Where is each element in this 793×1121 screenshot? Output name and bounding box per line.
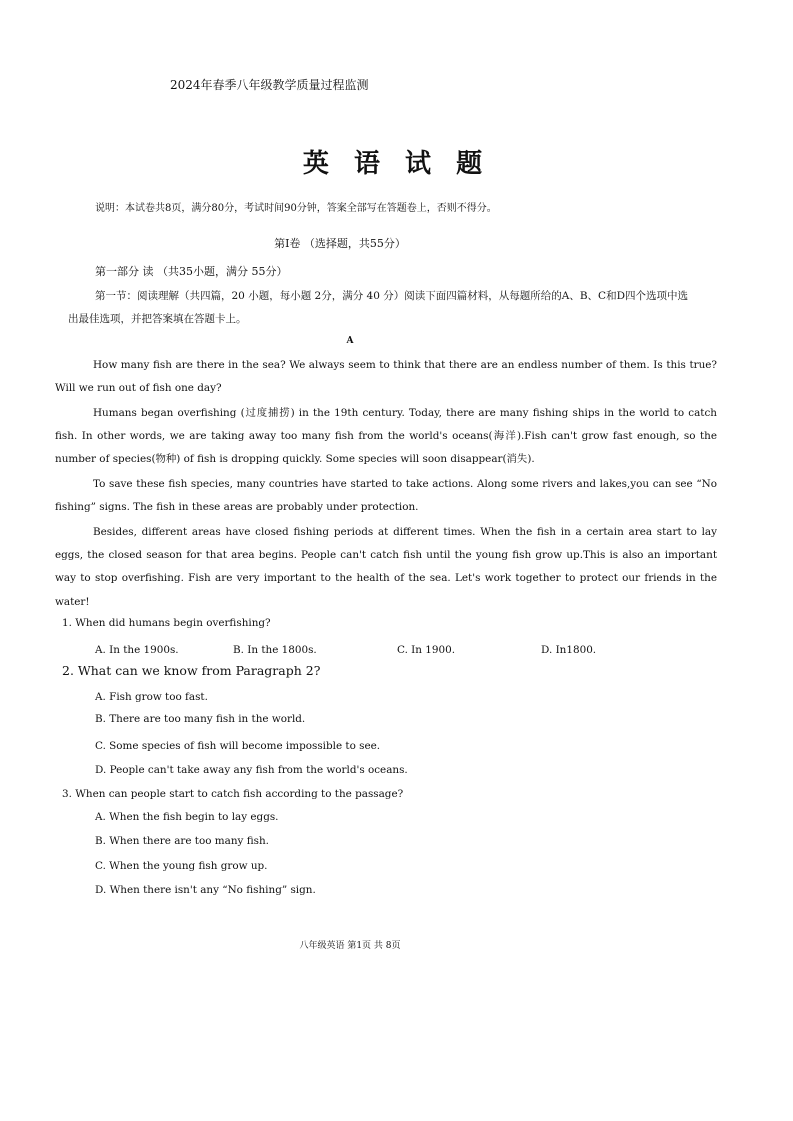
- question-1-option-d: D. In1800.: [541, 644, 597, 656]
- question-2-option-d: D. People can't take away any fish from the world's oceans.: [95, 764, 408, 776]
- question-2-option-b: B. There are too many fish in the world.: [95, 713, 306, 725]
- exam-header: 2024年春季八年级教学质量过程监测: [170, 78, 369, 92]
- section-instruction-line2: 出最佳选项，并把答案填在答题卡上。: [68, 313, 247, 325]
- question-2-option-a: A. Fish grow too fast.: [95, 691, 208, 703]
- part-heading: 第一部分 读 （共35小题，满分 55分）: [95, 265, 288, 278]
- page-footer: 八年级英语 第1页 共 8页: [299, 941, 401, 951]
- question-1-stem: 1. When did humans begin overfishing?: [62, 617, 271, 629]
- passage-label: A: [346, 336, 354, 346]
- page-title: 英 语 试 题: [302, 149, 491, 179]
- question-1-option-a: A. In the 1900s.: [95, 644, 179, 656]
- passage-paragraph: Besides, different areas have closed fishing periods at different times. When the fish in a certain area start to lay eggs, the closed season for that area begins. People can't catch fish until the young fish grow up.This is also an important way to stop overfishing. Fish are very important to the health of the sea. Let's work together to protect our friends in the water!: [55, 525, 717, 608]
- question-1-option-b: B. In the 1800s.: [233, 644, 317, 656]
- reading-passage: [55, 354, 717, 615]
- question-1-option-c: C. In 1900.: [397, 644, 456, 656]
- question-3-option-d: D. When there isn't any “No fishing” sign.: [95, 884, 316, 896]
- question-2-stem: 2. What can we know from Paragraph 2?: [62, 663, 321, 678]
- passage-paragraph: To save these fish species, many countries have started to take actions. Along some rivers and lakes,you can see “No fishing” signs. The fish in these areas are probably under protection.: [55, 478, 717, 514]
- question-3-stem: 3. When can people start to catch fish according to the passage?: [62, 788, 404, 800]
- passage-paragraph: How many fish are there in the sea? We always seem to think that there are an endless number of them. Is this true? Will we run out of fish one day?: [55, 359, 717, 395]
- question-3-option-a: A. When the fish begin to lay eggs.: [95, 811, 279, 823]
- passage-paragraph: Humans began overfishing (过度捕捞) in the 19th century. Today, there are many fishing ships in the world to catch fish. In other words, we are taking away too many fish from the world's oceans(海洋).Fish can't grow fast enough, so the number of species(物种) of fish is dropping quickly. Some species will soon disappear(消失).: [55, 406, 717, 466]
- volume-heading: 第Ⅰ卷 （选择题，共55分）: [274, 237, 406, 250]
- question-3-option-c: C. When the young fish grow up.: [95, 860, 268, 872]
- question-2-option-c: C. Some species of fish will become impossible to see.: [95, 740, 381, 752]
- section-instruction-line1: 第一节：阅读理解（共四篇，20 小题，每小题 2分，满分 40 分）阅读下面四篇材料，从每题所给的A、B、C和D四个选项中选: [95, 290, 689, 302]
- exam-instructions: 说明：本试卷共8页，满分80分，考试时间90分钟，答案全部写在答题卷上，否则不得分。: [95, 203, 497, 214]
- question-3-option-b: B. When there are too many fish.: [95, 835, 269, 847]
